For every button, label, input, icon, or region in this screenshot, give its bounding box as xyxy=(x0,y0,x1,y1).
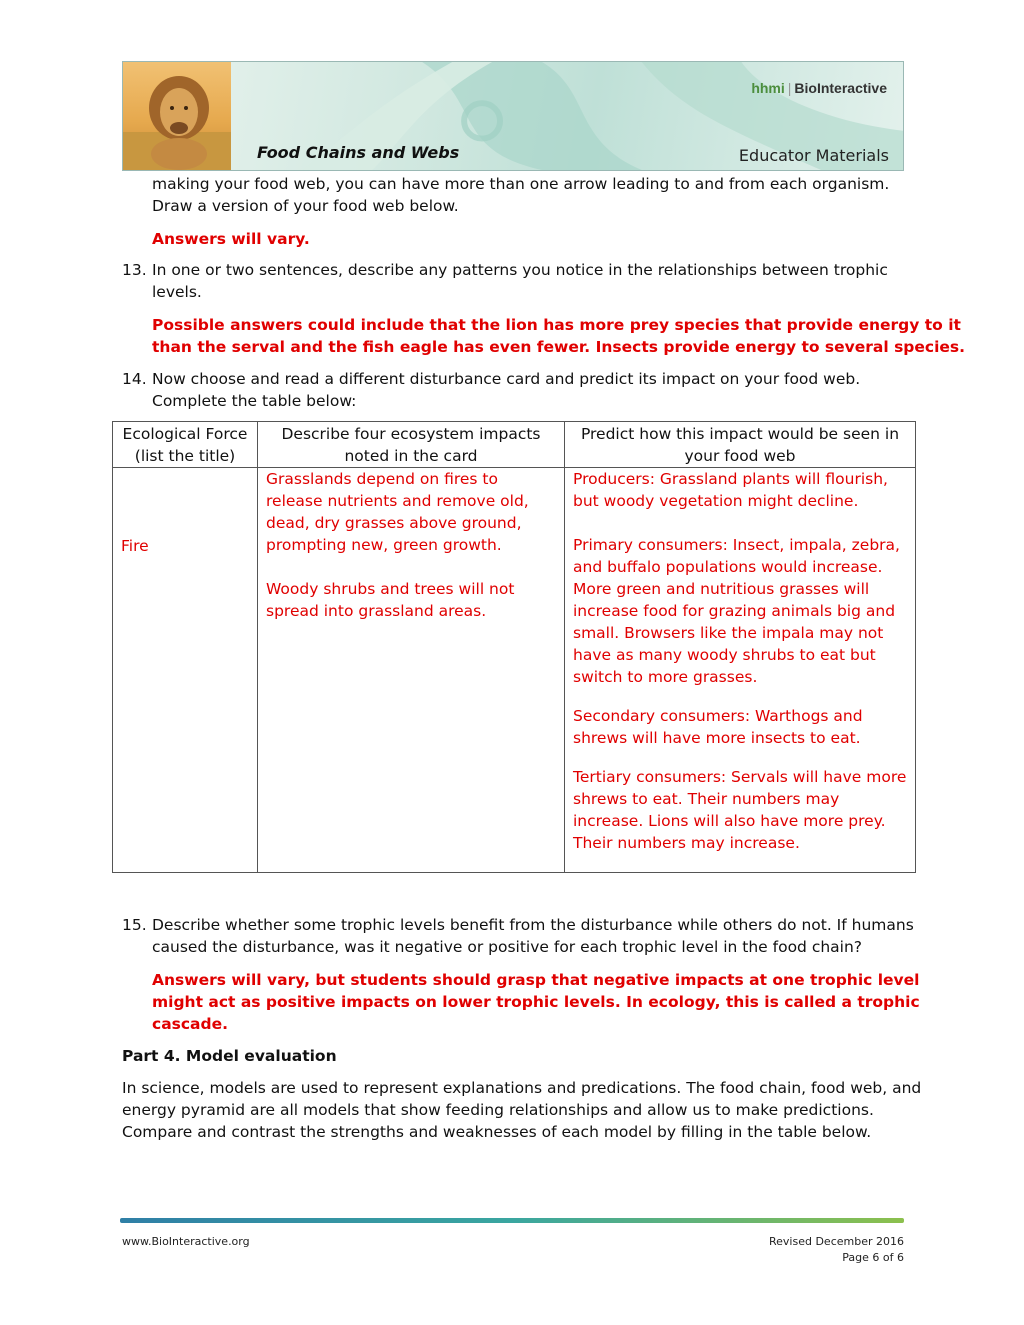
q13-line-2: levels. xyxy=(152,283,202,301)
part4-line-1: In science, models are used to represent explanations and predications. The food chain, food web, and xyxy=(122,1079,922,1097)
part4-line-3: Compare and contrast the strengths and weaknesses of each model by filling in the table below. xyxy=(122,1123,872,1141)
intro-line-2: Draw a version of your food web below. xyxy=(152,197,459,215)
intro-answer: Answers will vary. xyxy=(152,230,310,248)
footer-revised: Revised December 2016 xyxy=(769,1235,904,1248)
prediction-secondary: Secondary consumers: Warthogs and shrews will have more insects to eat. xyxy=(573,707,863,747)
table-row xyxy=(113,468,916,873)
header-ecosystem-impacts: Describe four ecosystem impacts noted in the card xyxy=(258,422,565,468)
prediction-tertiary: Tertiary consumers: Servals will have more shrews to eat. Their numbers may increase. Lions will also have more prey. Their numbers may increase. xyxy=(573,768,907,852)
impacts-cell xyxy=(258,468,565,873)
header-food-web-prediction: Predict how this impact would be seen in your food web xyxy=(565,422,916,468)
intro-line-1: making your food web, you can have more than one arrow leading to and from each organism. xyxy=(152,175,890,193)
predictions-cell xyxy=(565,468,916,873)
disturbance-table xyxy=(112,421,916,873)
q14-line-1: Now choose and read a different disturbance card and predict its impact on your food web. xyxy=(152,370,861,388)
q15-answer-line-2: might act as positive impacts on lower trophic levels. In ecology, this is called a trophic xyxy=(152,993,920,1011)
force-cell xyxy=(113,468,258,873)
document-title: Food Chains and Webs xyxy=(257,143,460,162)
q15-line-2: caused the disturbance, was it negative or positive for each trophic level in the food chain? xyxy=(152,938,863,956)
part4-line-2: energy pyramid are all models that show feeding relationships and allow us to make predictions. xyxy=(122,1101,874,1119)
q15-line-1: Describe whether some trophic levels benefit from the disturbance while others do not. If humans xyxy=(152,916,914,934)
lion-photo xyxy=(123,62,231,170)
table-header-row xyxy=(113,422,916,468)
footer-divider xyxy=(120,1218,904,1223)
impact-1: Grasslands depend on fires to release nutrients and remove old, dead, dry grasses above ground, prompting new, green growth. xyxy=(266,470,529,554)
q15-number: 15. xyxy=(122,916,147,934)
force-name: Fire xyxy=(121,537,149,555)
brand-hhmi: hhmi xyxy=(751,80,785,96)
impact-2: Woody shrubs and trees will not spread into grassland areas. xyxy=(266,580,515,620)
q13-number: 13. xyxy=(122,261,147,279)
prediction-primary: Primary consumers: Insect, impala, zebra, and buffalo populations would increase. More green and nutritious grasses will increase food for grazing animals big and small. Browsers like the impala may not have as many woody shrubs to eat but switch to more grasses. xyxy=(573,536,900,686)
brand-name: BioInteractive xyxy=(794,80,887,96)
q13-answer-line-2: than the serval and the fish eagle has even fewer. Insects provide energy to several species. xyxy=(152,338,966,356)
prediction-producers: Producers: Grassland plants will flourish, but woody vegetation might decline. xyxy=(573,470,888,510)
q14-line-2: Complete the table below: xyxy=(152,392,357,410)
footer-url[interactable]: www.BioInteractive.org xyxy=(122,1235,250,1248)
part4-heading: Part 4. Model evaluation xyxy=(122,1047,337,1065)
q15-answer-line-1: Answers will vary, but students should grasp that negative impacts at one trophic level xyxy=(152,971,920,989)
footer-page-number: Page 6 of 6 xyxy=(842,1251,904,1264)
header-banner xyxy=(122,61,904,171)
q13-line-1: In one or two sentences, describe any patterns you notice in the relationships between trophic xyxy=(152,261,888,279)
biointeractive-logo: hhmi | BioInteractive xyxy=(751,80,887,96)
section-label: Educator Materials xyxy=(738,146,889,165)
q13-answer-line-1: Possible answers could include that the lion has more prey species that provide energy to it xyxy=(152,316,961,334)
header-ecological-force: Ecological Force (list the title) xyxy=(113,422,258,468)
q14-number: 14. xyxy=(122,370,147,388)
q15-answer-line-3: cascade. xyxy=(152,1015,229,1033)
